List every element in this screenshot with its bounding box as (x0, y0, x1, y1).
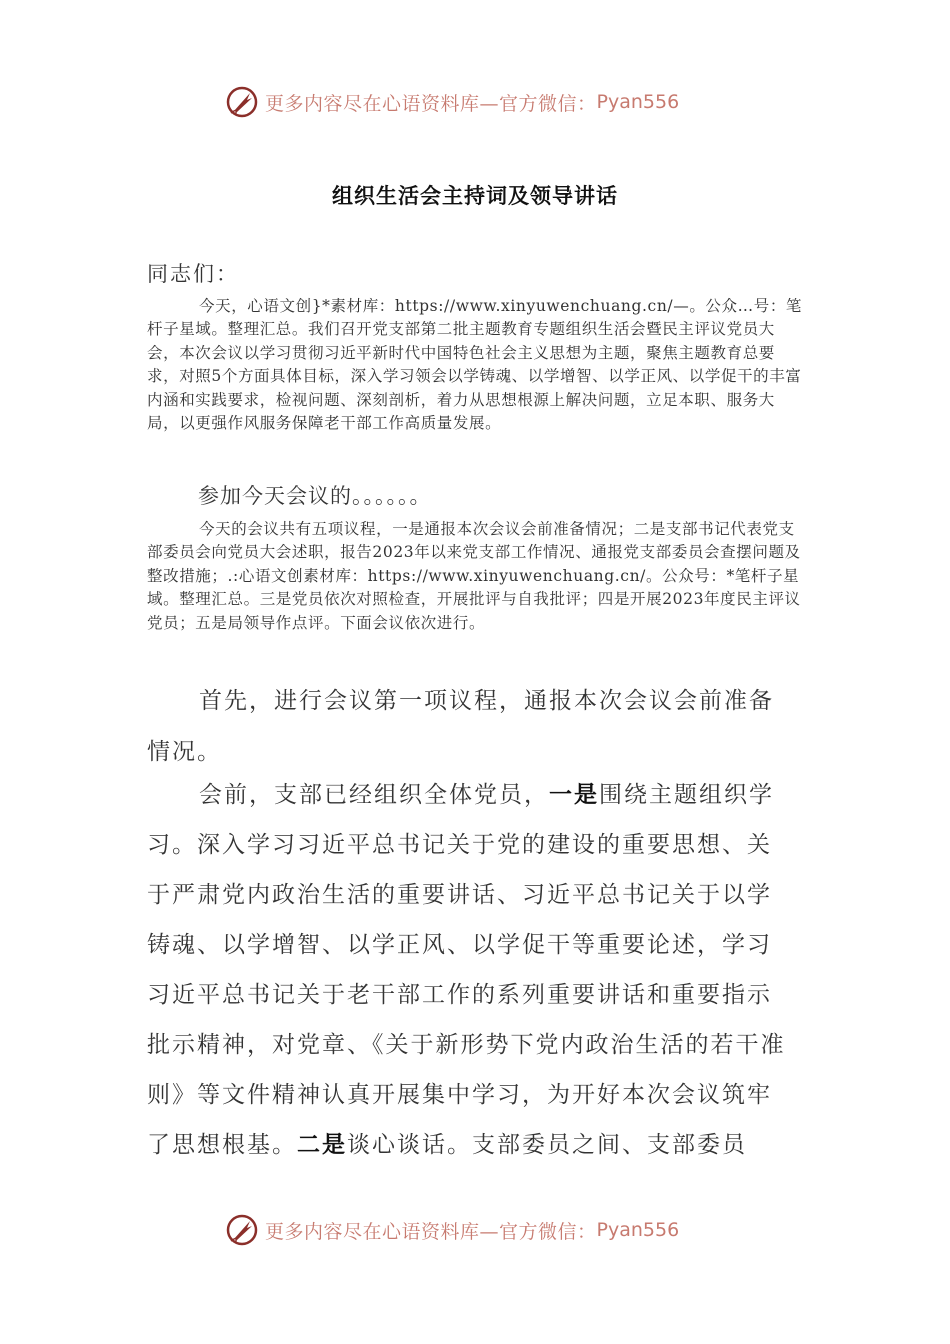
banner-wechat-id: Pyan556 (596, 1219, 680, 1241)
paragraph-5 (147, 770, 787, 1170)
paragraph-4: 首先，进行会议第一项议程，通报本次会议会前准备情况。 (147, 688, 774, 765)
paragraph-5-mid: 围绕主题组织学习。深入学习习近平总书记关于党的建设的重要思想、关于严肃党内政治生活的重要讲话、习近平总书记关于以学铸魂、以学增智、以学正风、以学促干等重要论述，学习习近平总书记关于老干部工作的系列重要讲话和重要指示批示精神，对党章、《关于新形势下党内政治生活的若干准则》等文件精神认真开展集中学习，为开好本次会议筑牢了思想根基。 (147, 782, 786, 1158)
paragraph-5-tail: 谈心谈话。支部委员之间、支部委员 (347, 1132, 747, 1158)
header-banner (225, 82, 745, 122)
paragraph-5-bold-2: 二是 (297, 1131, 347, 1158)
quill-logo-icon (225, 1213, 259, 1247)
quill-logo-icon (225, 85, 259, 119)
paragraph-1: 今天，心语文创}*素材库：https://www.xinyuwenchuang.cn/—。公众…号：笔杆子星域。整理汇总。我们召开党支部第二批主题教育专题组织生活会暨民主评议党员大会，本次会议以学习贯彻习近平新时代中国特色社会主义思想为主题，聚焦主题教育总要求，对照5个方面具体目标，深入学习领会以学铸魂、以学增智、以学正风、以学促干的丰富内涵和实践要求，检视问题、深刻剖析，着力从思想根源上解决问题，立足本职、服务大局，以更强作风服务保障老干部工作高质量发展。 (147, 297, 803, 433)
banner-text: 更多内容尽在心语资料库—官方微信： (265, 1220, 597, 1243)
banner-wechat-id: Pyan556 (596, 91, 680, 113)
paragraph-5-bold-1: 一是 (549, 781, 599, 808)
paragraph-2: 参加今天会议的。。。。。。 (198, 484, 432, 508)
paragraph-5-lead: 会前，支部已经组织全体党员， (199, 782, 549, 808)
paragraph-3: 今天的会议共有五项议程，一是通报本次会议会前准备情况；二是支部书记代表党支部委员会向党员大会述职，报告2023年以来党支部工作情况、通报党支部委员会查摆问题及整改措施；.:心语文创素材库：https://www.xinyuwenchuang.cn/。公众号：*笔杆子星域。整理汇总。三是党员依次对照检查，开展批评与自我批评；四是开展2023年度民主评议党员；五是局领导作点评。下面会议依次进行。 (147, 520, 801, 632)
document-title: 组织生活会主持词及领导讲话 (332, 184, 618, 208)
footer-banner (225, 1210, 745, 1250)
banner-text: 更多内容尽在心语资料库—官方微信： (265, 92, 597, 115)
salutation: 同志们： (147, 262, 239, 286)
